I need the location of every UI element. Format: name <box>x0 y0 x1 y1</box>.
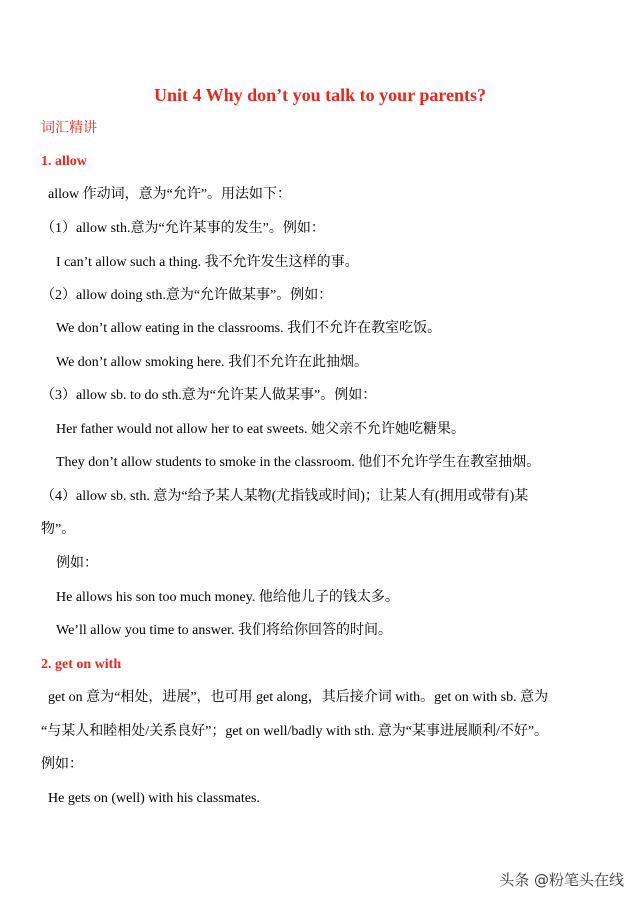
example-line: I can’t allow such a thing. 我不允许发生这样的事。 <box>56 255 359 270</box>
text-line: 物”。 <box>41 522 76 537</box>
text-line: （1）allow sth.意为“允许某事的发生”。例如： <box>41 221 325 236</box>
text-line: “与某人和睦相处/关系良好”；get on well/badly with sth. 意为“某事进展顺利/不好”。 <box>41 724 549 739</box>
example-line: He gets on (well) with his classmates. <box>48 791 260 806</box>
example-line: They don’t allow students to smoke in the classroom. 他们不允许学生在教室抽烟。 <box>56 455 541 470</box>
text-line: （4）allow sb. sth. 意为“给予某人某物(尤指钱或时间)；让某人有(拥用或带有)某 <box>41 489 529 504</box>
example-line: We’ll allow you time to answer. 我们将给你回答的时间。 <box>56 623 392 638</box>
text-line: 例如： <box>41 757 83 772</box>
example-line: We don’t allow eating in the classrooms. 我们不允许在教室吃饭。 <box>56 321 442 336</box>
section-heading: 词汇精讲 <box>41 121 97 136</box>
example-line: We don’t allow smoking here. 我们不允许在此抽烟。 <box>56 355 369 370</box>
text-line: （3）allow sb. to do sth.意为“允许某人做某事”。例如： <box>41 388 377 403</box>
text-line: allow 作动词，意为“允许”。用法如下： <box>48 187 292 202</box>
item-heading-allow: 1. allow <box>41 154 87 169</box>
example-line: He allows his son too much money. 他给他儿子的钱太多。 <box>56 590 399 605</box>
text-line: （2）allow doing sth.意为“允许做某事”。例如： <box>41 288 333 303</box>
text-line: get on 意为“相处，进展”，也可用 get along，其后接介词 with。get on with sb. 意为 <box>48 690 549 705</box>
page-title: Unit 4 Why don’t you talk to your parents? <box>153 85 487 105</box>
watermark: 头条 @粉笔头在线 <box>499 871 624 889</box>
example-line: Her father would not allow her to eat sweets. 她父亲不允许她吃糖果。 <box>56 422 466 437</box>
item-heading-get-on-with: 2. get on with <box>41 657 122 672</box>
text-line: 例如： <box>56 556 98 571</box>
